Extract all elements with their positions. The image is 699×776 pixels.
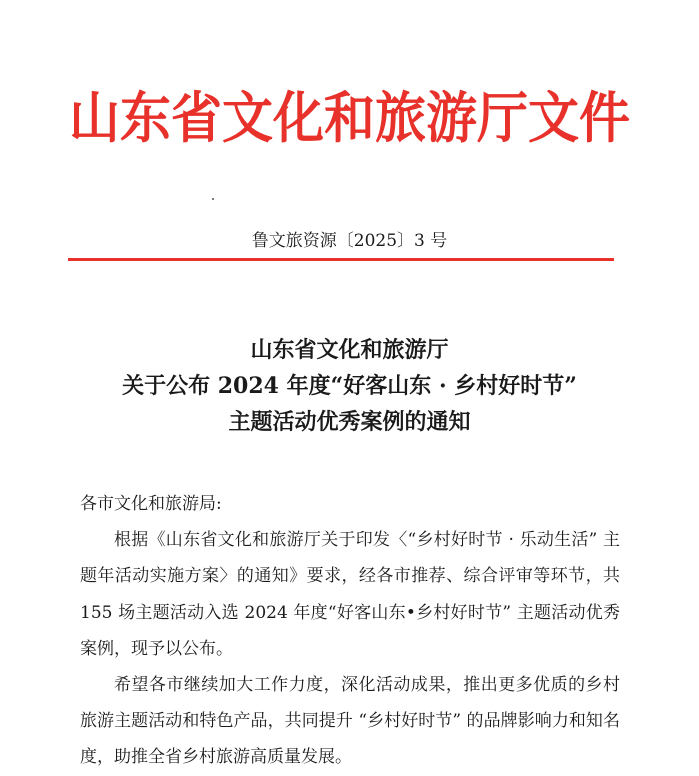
scan-speck: [212, 198, 214, 200]
body-paragraph-1: 根据《山东省文化和旅游厅关于印发〈“乡村好时节 · 乐动生活” 主题年活动实施方案〉的通知》要求，经各市推荐、综合评审等环节，共 155 场主题活动入选 2024 年度“好客山东•乡村好时节” 主题活动优秀案例，现予以公布。: [80, 530, 620, 659]
document-header-title: 山东省文化和旅游厅文件: [68, 86, 630, 151]
header-red-rule: [68, 258, 614, 261]
notice-title-line-3: 主题活动优秀案例的通知: [228, 409, 471, 435]
body-paragraph-2: 希望各市继续加大工作力度，深化活动成果，推出更多优质的乡村旅游主题活动和特色产品，共同提升 “乡村好时节” 的品牌影响力和知名度，助推全省乡村旅游高质量发展。: [80, 675, 620, 768]
notice-title-line-1: 山东省文化和旅游厅: [250, 337, 449, 363]
notice-title-line-2: 关于公布 2024 年度“好客山东 · 乡村好时节”: [122, 373, 577, 399]
document-number: 鲁文旅资源〔2025〕3 号: [251, 231, 448, 251]
notice-body: [80, 486, 620, 776]
salutation: 各市文化和旅游局:: [80, 494, 222, 514]
notice-title: [0, 332, 699, 440]
